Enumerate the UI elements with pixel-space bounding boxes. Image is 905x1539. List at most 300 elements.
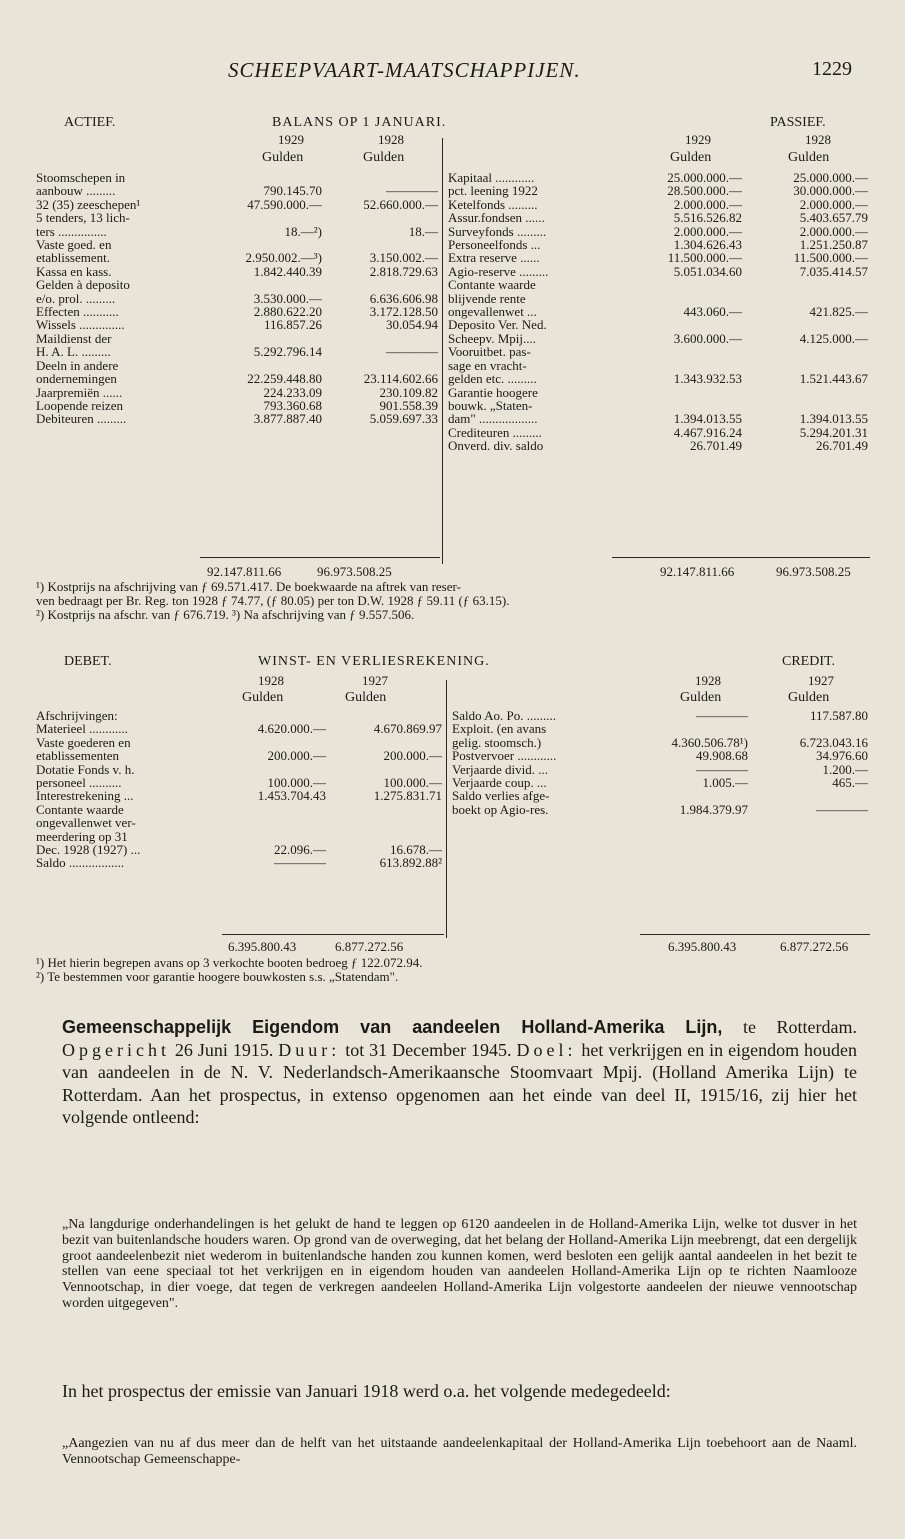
actief-row	[36, 265, 438, 278]
debet-value-b: 16.678.—	[390, 842, 442, 858]
credit-value-b: ————	[816, 801, 868, 817]
debet-label: Materieel ............	[36, 721, 129, 737]
balance-divider	[442, 138, 443, 564]
passief-value-a	[600, 292, 742, 305]
debet-value-a	[204, 816, 326, 829]
actief-value-b: 2.818.729.63	[369, 263, 438, 279]
actief-value-b	[322, 238, 438, 251]
actief-label: ters ...............	[36, 223, 107, 239]
actief-label: Wissels ..............	[36, 317, 125, 333]
passief-row	[448, 211, 868, 224]
opgericht-value: 26 Juni 1915.	[169, 1039, 274, 1060]
actief-row	[36, 399, 438, 412]
debet-value-b: 200.000.—	[383, 748, 442, 764]
passief-value-a: 11.500.000.—	[667, 250, 742, 266]
debet-label: Vaste goederen en	[36, 734, 131, 750]
running-header	[0, 58, 905, 88]
actief-total-a: 92.147.811.66	[207, 564, 282, 579]
passief-value-a	[600, 386, 742, 399]
actief-row	[36, 211, 438, 224]
debet-value-b: 100.000.—	[383, 775, 442, 791]
passief-label: Assur.fondsen ......	[448, 210, 545, 226]
passief-row	[448, 372, 868, 385]
winst-divider	[446, 680, 447, 938]
passief-value-b: 30.000.000.—	[793, 183, 868, 199]
debet-label: personeel ..........	[36, 775, 122, 791]
actief-label: Stoomschepen in	[36, 170, 126, 185]
debet-value-a	[204, 830, 326, 843]
debet-value-b	[326, 816, 442, 829]
debet-label: Interestrekening ...	[36, 788, 134, 804]
actief-label: Jaarpremiën ......	[36, 384, 123, 400]
actief-row	[36, 171, 438, 184]
debet-value-a	[204, 736, 326, 749]
actief-row	[36, 251, 438, 264]
actief-value-a: 3.877.887.40	[253, 411, 322, 427]
debet-unit-a: Gulden	[242, 690, 284, 705]
passief-total-a: 92.147.811.66	[660, 564, 735, 579]
actief-value-a: 47.590.000.—	[247, 196, 322, 212]
passief-label: Kapitaal ............	[448, 170, 535, 185]
actief-value-b: 23.114.602.66	[363, 371, 438, 387]
winst-caption: WINST- EN VERLIESREKENING.	[258, 654, 490, 669]
passief-row	[448, 399, 868, 412]
passief-value-a: 443.060.—	[683, 304, 742, 320]
passief-label: Garantie hoogere	[448, 384, 538, 400]
credit-total-a: 6.395.800.43	[668, 939, 737, 954]
actief-label: e/o. prol. .........	[36, 290, 116, 306]
actief-value-a	[204, 171, 322, 184]
passief-label: Deposito Ver. Ned.	[448, 317, 547, 333]
passief-row	[448, 426, 868, 439]
passief-row	[448, 265, 868, 278]
article-paragraph-2: In het prospectus der emissie van Januari 1918 werd o.a. het volgende medegedeeld:	[62, 1381, 671, 1401]
passief-row	[448, 305, 868, 318]
credit-value-b: 6.723.043.16	[799, 734, 868, 750]
passief-label: Agio-reserve .........	[448, 263, 549, 279]
company-location: te Rotterdam.	[722, 1017, 857, 1037]
passief-label: Scheepv. Mpij....	[448, 330, 536, 346]
debet-value-a: 1.453.704.43	[257, 788, 326, 804]
passief-label: Surveyfonds .........	[448, 223, 547, 239]
passief-value-a: 2.000.000.—	[673, 223, 742, 239]
actief-value-a	[204, 332, 322, 345]
credit-label: Saldo verlies afge-	[452, 788, 550, 804]
passief-row	[448, 198, 868, 211]
credit-year-a: 1928	[695, 673, 721, 688]
credit-row	[452, 763, 868, 776]
debet-value-b: 4.670.869.97	[373, 721, 442, 737]
passief-label: Extra reserve ......	[448, 250, 540, 266]
credit-value-b: 465.—	[832, 775, 868, 791]
actief-caption: ACTIEF.	[64, 115, 116, 130]
passief-value-a: 1.304.626.43	[673, 237, 742, 253]
passief-value-b: 11.500.000.—	[793, 250, 868, 266]
credit-value-b: 1.200.—	[822, 761, 868, 777]
credit-value-a: 1.005.—	[702, 775, 748, 791]
passief-label: Contante waarde	[448, 277, 536, 293]
debet-row	[36, 749, 442, 762]
actief-value-b	[322, 359, 438, 372]
actief-row	[36, 292, 438, 305]
passief-unit-b: Gulden	[788, 150, 830, 165]
actief-value-a: 3.530.000.—	[253, 290, 322, 306]
debet-row	[36, 736, 442, 749]
actief-year-b: 1928	[378, 132, 404, 147]
credit-label: gelig. stoomsch.)	[452, 734, 542, 750]
actief-unit-a: Gulden	[262, 150, 304, 165]
passief-value-a: 1.394.013.55	[673, 411, 742, 427]
passief-value-b	[742, 278, 868, 291]
passief-value-b	[742, 399, 868, 412]
passief-row	[448, 439, 868, 452]
passief-label: bouwk. „Staten-	[448, 397, 533, 413]
actief-row	[36, 372, 438, 385]
actief-value-a: 116.857.26	[263, 317, 322, 333]
actief-value-a	[204, 278, 322, 291]
passief-value-a: 25.000.000.—	[667, 170, 742, 185]
actief-label: Maildienst der	[36, 330, 112, 346]
passief-value-a	[600, 399, 742, 412]
debet-label: Afschrijvingen:	[36, 708, 118, 723]
credit-total-b: 6.877.272.56	[780, 939, 849, 954]
passief-value-b: 2.000.000.—	[799, 196, 868, 212]
passief-row	[448, 171, 868, 184]
debet-total-b: 6.877.272.56	[335, 939, 404, 954]
passief-row	[448, 292, 868, 305]
passief-value-b: 7.035.414.57	[799, 263, 868, 279]
actief-label: Loopende reizen	[36, 397, 123, 413]
debet-row	[36, 843, 442, 856]
actief-value-a	[204, 238, 322, 251]
actief-value-a: 5.292.796.14	[253, 344, 322, 360]
credit-value-a: 4.360.506.78¹)	[671, 734, 748, 750]
credit-label: Verjaarde divid. ...	[452, 761, 549, 777]
actief-label: 32 (35) zeeschepen¹	[36, 196, 141, 212]
actief-value-a: 2.880.622.20	[253, 304, 322, 320]
actief-value-b: 30.054.94	[386, 317, 438, 333]
debet-row	[36, 803, 442, 816]
actief-row	[36, 345, 438, 358]
debet-caption: DEBET.	[64, 654, 112, 669]
passief-row	[448, 412, 868, 425]
balance-footnote-2: ven bedraagt per Br. Reg. ton 1928 ƒ 74.77, (ƒ 80.05) per ton D.W. 1928 ƒ 59.11 (ƒ 63.15).	[36, 593, 510, 608]
actief-row	[36, 198, 438, 211]
actief-value-b	[322, 211, 438, 224]
credit-label: Exploit. (en avans	[452, 721, 547, 737]
winst-footnote-2: ²) Te bestemmen voor garantie hoogere bouwkosten s.s. „Statendam".	[36, 969, 399, 984]
debet-value-a: ————	[274, 855, 326, 871]
actief-row	[36, 184, 438, 197]
passief-value-b	[742, 345, 868, 358]
balans-caption: BALANS OP 1 JANUARI.	[272, 115, 447, 130]
debet-row	[36, 709, 442, 722]
actief-label: ondernemingen	[36, 371, 117, 387]
debet-value-a: 200.000.—	[267, 748, 326, 764]
debet-row	[36, 816, 442, 829]
actief-label: etablissement.	[36, 250, 111, 266]
actief-value-a: 790.145.70	[263, 183, 322, 199]
credit-row	[452, 709, 868, 722]
actief-label: Kassa en kass.	[36, 263, 112, 279]
credit-table	[452, 709, 868, 816]
passief-row	[448, 238, 868, 251]
actief-row	[36, 238, 438, 251]
actief-value-b	[322, 332, 438, 345]
debet-total-a: 6.395.800.43	[228, 939, 297, 954]
passief-row	[448, 184, 868, 197]
credit-row	[452, 803, 868, 816]
debet-value-a	[204, 709, 326, 722]
debet-value-b: 1.275.831.71	[373, 788, 442, 804]
passief-row	[448, 359, 868, 372]
passief-row	[448, 251, 868, 264]
passief-value-b	[742, 292, 868, 305]
actief-value-b: 5.059.697.33	[369, 411, 438, 427]
debet-row	[36, 856, 442, 869]
debet-label: Saldo .................	[36, 855, 125, 871]
debet-year-a: 1928	[258, 673, 284, 688]
page-number: 1229	[812, 58, 852, 80]
actief-total-rule	[200, 557, 440, 558]
passief-value-a: 28.500.000.—	[667, 183, 742, 199]
credit-value-a: 1.984.379.97	[679, 801, 748, 817]
actief-value-b: 6.636.606.98	[369, 290, 438, 306]
actief-value-b: 230.109.82	[379, 384, 438, 400]
passief-label: sage en vracht-	[448, 357, 527, 373]
passief-table	[448, 171, 868, 453]
passief-value-b: 26.701.49	[816, 438, 868, 454]
passief-label: gelden etc. .........	[448, 371, 537, 387]
credit-value-a	[598, 722, 748, 735]
doel-label: Doel:	[516, 1039, 577, 1060]
credit-caption: CREDIT.	[782, 654, 836, 669]
actief-row	[36, 386, 438, 399]
actief-value-b: ————	[386, 183, 438, 199]
credit-value-a: 49.908.68	[696, 748, 748, 764]
actief-value-a	[204, 211, 322, 224]
actief-label: Vaste goed. en	[36, 237, 112, 253]
passief-value-a	[600, 318, 742, 331]
credit-year-b: 1927	[808, 673, 834, 688]
company-name: Gemeenschappelijk Eigendom van aandeelen Holland-Amerika Lijn,	[62, 1017, 723, 1037]
credit-value-b	[748, 722, 868, 735]
debet-row	[36, 763, 442, 776]
passief-value-a	[600, 278, 742, 291]
passief-total-b: 96.973.508.25	[776, 564, 851, 579]
debet-value-a: 22.096.—	[274, 842, 326, 858]
passief-label: Ketelfonds .........	[448, 196, 538, 212]
passief-value-b	[742, 386, 868, 399]
passief-value-a: 26.701.49	[690, 438, 742, 454]
credit-value-a: ————	[696, 708, 748, 723]
credit-label: Saldo Ao. Po. .........	[452, 708, 557, 723]
actief-value-b: 3.150.002.—	[369, 250, 438, 266]
passief-row	[448, 278, 868, 291]
debet-value-a	[204, 803, 326, 816]
actief-row	[36, 225, 438, 238]
passief-year-b: 1928	[805, 132, 831, 147]
debet-row	[36, 722, 442, 735]
passief-value-a: 3.600.000.—	[673, 330, 742, 346]
debet-label: Dotatie Fonds v. h.	[36, 761, 135, 777]
passief-label: blijvende rente	[448, 290, 526, 306]
passief-value-b: 4.125.000.—	[799, 330, 868, 346]
debet-value-b: 613.892.88²	[379, 855, 442, 871]
actief-value-a: 793.360.68	[263, 397, 322, 413]
debet-value-b	[326, 803, 442, 816]
actief-value-b	[322, 278, 438, 291]
passief-label: Personeelfonds ...	[448, 237, 541, 253]
credit-row	[452, 776, 868, 789]
debet-label: meerdering op 31	[36, 828, 128, 844]
debet-total-rule	[222, 934, 444, 935]
passief-row	[448, 386, 868, 399]
balance-footnote-3: ²) Kostprijs na afschr. van ƒ 676.719. ³) Na afschrijving van ƒ 9.557.506.	[36, 607, 415, 622]
credit-row	[452, 722, 868, 735]
passief-value-b	[742, 359, 868, 372]
debet-row	[36, 830, 442, 843]
passief-value-b: 1.251.250.87	[799, 237, 868, 253]
actief-value-a	[204, 359, 322, 372]
credit-value-a	[598, 789, 748, 802]
debet-value-a	[204, 763, 326, 776]
passief-value-b: 1.521.443.67	[799, 371, 868, 387]
actief-label: Deeln in andere	[36, 357, 119, 373]
credit-value-a: ————	[696, 761, 748, 777]
actief-label: Debiteuren .........	[36, 411, 127, 427]
credit-label: Verjaarde coup. ...	[452, 775, 547, 791]
debet-label: etablissementen	[36, 748, 120, 764]
debet-value-a: 4.620.000.—	[257, 721, 326, 737]
debet-label: Contante waarde	[36, 801, 124, 817]
passief-row	[448, 345, 868, 358]
passief-value-a: 1.343.932.53	[673, 371, 742, 387]
credit-label: boekt op Agio-res.	[452, 801, 549, 817]
passief-value-b: 25.000.000.—	[793, 170, 868, 185]
running-title: SCHEEPVAART-MAATSCHAPPIJEN.	[228, 58, 581, 82]
passief-value-b: 5.403.657.79	[799, 210, 868, 226]
debet-value-b	[326, 709, 442, 722]
actief-row	[36, 278, 438, 291]
article-intro	[62, 1016, 857, 1129]
actief-value-b	[322, 171, 438, 184]
passief-total-rule	[612, 557, 870, 558]
actief-value-a: 224.233.09	[263, 384, 322, 400]
actief-unit-b: Gulden	[363, 150, 405, 165]
debet-table	[36, 709, 442, 870]
passief-row	[448, 318, 868, 331]
actief-table	[36, 171, 438, 426]
credit-value-b	[748, 789, 868, 802]
actief-value-a: 18.—²)	[284, 223, 322, 239]
actief-row	[36, 332, 438, 345]
actief-year-a: 1929	[278, 132, 304, 147]
passief-value-b: 1.394.013.55	[799, 411, 868, 427]
debet-year-b: 1927	[362, 673, 388, 688]
debet-label: ongevallenwet ver-	[36, 815, 136, 831]
passief-value-a: 5.516.526.82	[673, 210, 742, 226]
actief-total-b: 96.973.508.25	[317, 564, 392, 579]
actief-value-b: 901.558.39	[379, 397, 438, 413]
actief-label: aanbouw .........	[36, 183, 116, 199]
credit-row	[452, 736, 868, 749]
actief-value-b: 3.172.128.50	[369, 304, 438, 320]
balance-footnote-1: ¹) Kostprijs na afschrijving van ƒ 69.571.417. De boekwaarde na aftrek van reser-	[36, 579, 461, 594]
passief-value-b: 5.294.201.31	[799, 424, 868, 440]
actief-value-a: 22.259.448.80	[247, 371, 322, 387]
doel-value: het verkrijgen en in eigendom houden van aandeelen in de N. V. Nederlandsch-Amerikaansche Stoomvaart Mpij. (Holland Amerika Lijn) te Rotterdam. Aan het prospectus, in extenso opgenomen aan het einde van deel II, 1915/16, zij hier het volgende ontleend:	[62, 1039, 858, 1127]
actief-value-b: 52.660.000.—	[363, 196, 438, 212]
passief-value-b: 2.000.000.—	[799, 223, 868, 239]
duur-label: Duur:	[278, 1039, 341, 1060]
passief-value-b	[742, 318, 868, 331]
debet-value-b	[326, 763, 442, 776]
passief-label: dam" ..................	[448, 411, 538, 427]
passief-value-a: 5.051.034.60	[673, 263, 742, 279]
passief-value-a	[600, 359, 742, 372]
quote-2: „Aangezien van nu af dus meer dan de helft van het uitstaande aandeelenkapitaal der Holland-Amerika Lijn toebehoort aan de Naaml. Vennootschap Gemeenschappe-	[62, 1436, 857, 1467]
actief-value-a: 1.842.440.39	[253, 263, 322, 279]
passief-year-a: 1929	[685, 132, 711, 147]
passief-value-a	[600, 345, 742, 358]
credit-value-b: 34.976.60	[816, 748, 868, 764]
opgericht-label: Opgericht	[62, 1039, 170, 1060]
passief-label: Crediteuren .........	[448, 424, 542, 440]
debet-value-b	[326, 830, 442, 843]
passief-caption: PASSIEF.	[770, 115, 826, 130]
passief-value-a: 2.000.000.—	[673, 196, 742, 212]
credit-label: Postvervoer ............	[452, 748, 557, 764]
debet-row	[36, 776, 442, 789]
passief-row	[448, 225, 868, 238]
credit-row	[452, 749, 868, 762]
passief-label: ongevallenwet ...	[448, 304, 537, 320]
actief-label: H. A. L. .........	[36, 344, 111, 360]
debet-row	[36, 789, 442, 802]
credit-row	[452, 789, 868, 802]
passief-label: Onverd. div. saldo	[448, 438, 544, 454]
actief-label: 5 tenders, 13 lich-	[36, 210, 130, 226]
passief-value-a: 4.467.916.24	[673, 424, 742, 440]
actief-row	[36, 318, 438, 331]
debet-value-a: 100.000.—	[267, 775, 326, 791]
duur-value: tot 31 December 1945.	[340, 1039, 512, 1060]
actief-value-b: 18.—	[408, 223, 438, 239]
passief-label: Vooruitbet. pas-	[448, 344, 531, 360]
credit-total-rule	[640, 934, 870, 935]
credit-unit-b: Gulden	[788, 690, 830, 705]
actief-value-a: 2.950.002.—³)	[245, 250, 322, 266]
actief-row	[36, 412, 438, 425]
credit-value-b: 117.587.80	[809, 708, 868, 723]
actief-label: Effecten ...........	[36, 304, 119, 320]
quote-1: „Na langdurige onderhandelingen is het gelukt de hand te leggen op 6120 aandeelen in de Holland-Amerika Lijn, welke tot dusver in het bezit van buitenlandsche houders waren. Op grond van de overweging, dat het belang der Holland-Amerika Lijn meebrengt, dat een dergelijk groot aandeelenbezit niet wederom in buitenlandsche handen zou kunnen komen, werd besloten een gelijk aantal aandeelen in het bezit te stellen van eene speciaal tot het verkrijgen en in eigendom houden van aandeelen Holland-Amerika Lijn op te richten Naamlooze Vennootschap, in dier voege, dat tegen de verkregen aandeelen Holland-Amerika Lijn volgestorte aandeelen der nieuwe vennootschap worden uitgegeven".	[62, 1217, 857, 1311]
actief-row	[36, 305, 438, 318]
passief-row	[448, 332, 868, 345]
debet-value-b	[326, 736, 442, 749]
winst-footnote-1: ¹) Het hierin begrepen avans op 3 verkochte booten bedroeg ƒ 122.072.94.	[36, 955, 423, 970]
passief-value-b: 421.825.—	[809, 304, 868, 320]
debet-label: Dec. 1928 (1927) ...	[36, 842, 141, 858]
credit-unit-a: Gulden	[680, 690, 722, 705]
passief-label: pct. leening 1922	[448, 183, 538, 199]
passief-unit-a: Gulden	[670, 150, 712, 165]
actief-row	[36, 359, 438, 372]
actief-label: Gelden à deposito	[36, 277, 130, 293]
debet-unit-b: Gulden	[345, 690, 387, 705]
actief-value-b: ————	[386, 344, 438, 360]
